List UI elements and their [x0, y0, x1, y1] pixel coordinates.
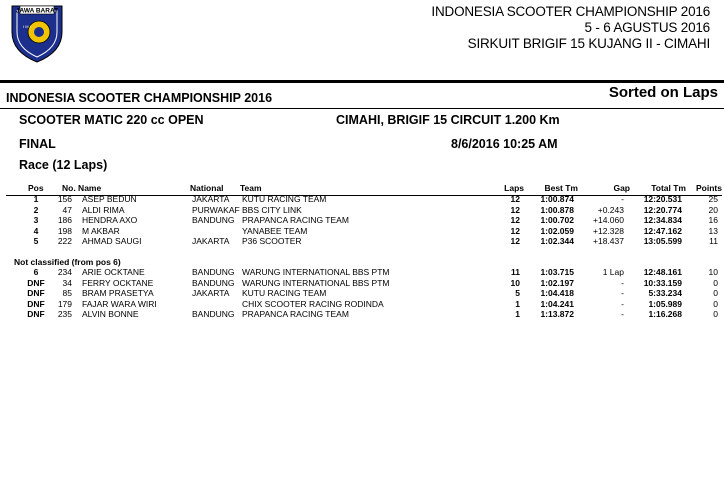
- cell-name: HENDRA AXO: [82, 215, 138, 225]
- cell-gap: -: [621, 288, 624, 298]
- result-row: [0, 215, 724, 225]
- cell-pos: DNF: [27, 277, 45, 288]
- event-venue: SIRKUIT BRIGIF 15 KUJANG II - CIMAHI: [467, 36, 710, 51]
- cell-laps: 5: [515, 288, 520, 298]
- cell-laps: 12: [510, 225, 520, 236]
- cell-best: 1:02.059: [540, 225, 574, 236]
- cell-laps: 10: [510, 277, 520, 288]
- cell-no: 234: [57, 267, 72, 277]
- result-row: [0, 267, 724, 277]
- cell-no: 179: [57, 298, 72, 309]
- col-pos: Pos: [28, 183, 44, 193]
- session-datetime: 8/6/2016 10:25 AM: [451, 137, 558, 151]
- cell-points: 16: [708, 215, 718, 225]
- cell-best: 1:04.241: [540, 298, 574, 309]
- col-national: National: [190, 183, 224, 193]
- cell-best: 1:02.197: [540, 277, 574, 288]
- col-gap: Gap: [613, 183, 630, 193]
- cell-points: 0: [713, 288, 718, 298]
- col-points: Points: [696, 183, 722, 193]
- cell-gap: -: [621, 194, 624, 204]
- cell-laps: 12: [510, 236, 520, 246]
- result-row: [0, 205, 724, 215]
- cell-national: PURWAKAF: [192, 204, 240, 215]
- cell-name: ALDI RIMA: [82, 204, 125, 215]
- cell-gap: -: [621, 309, 624, 319]
- cell-team: KUTU RACING TEAM: [242, 288, 327, 298]
- cell-pos: 2: [33, 204, 39, 215]
- col-no-name: No. Name: [62, 183, 102, 193]
- cell-total: 1:05.989: [648, 298, 682, 309]
- cell-points: 0: [713, 298, 718, 309]
- result-row: [0, 309, 724, 319]
- result-row: [0, 299, 724, 309]
- cell-laps: 12: [510, 215, 520, 225]
- cell-pos: DNF: [27, 288, 45, 298]
- cell-name: FAJAR WARA WIRI: [82, 298, 157, 309]
- cell-gap: -: [621, 277, 624, 288]
- cell-no: 47: [62, 204, 72, 215]
- cell-laps: 11: [511, 267, 520, 277]
- cell-gap: +0.243: [597, 204, 624, 215]
- cell-national: JAKARTA: [192, 194, 230, 204]
- cell-no: 34: [62, 277, 72, 288]
- cell-no: 156: [57, 194, 72, 204]
- cell-gap: +18.437: [593, 236, 624, 246]
- cell-best: 1:00.702: [540, 215, 574, 225]
- cell-points: 20: [708, 204, 718, 215]
- cell-name: ALVIN BONNE: [82, 309, 139, 319]
- cell-national: BANDUNG: [192, 277, 235, 288]
- cell-name: FERRY OCKTANE: [82, 277, 154, 288]
- cell-team: P36 SCOOTER: [242, 236, 302, 246]
- cell-total: 12:20.531: [643, 194, 682, 204]
- event-name: INDONESIA SCOOTER CHAMPIONSHIP 2016: [431, 4, 710, 19]
- col-total: Total Tm: [651, 183, 686, 193]
- result-row: [0, 226, 724, 236]
- logo-top-text: JAWA BARAT: [15, 7, 59, 15]
- cell-national: JAKARTA: [192, 288, 230, 298]
- cell-total: 1:16.268: [648, 309, 682, 319]
- cell-pos: DNF: [27, 298, 45, 309]
- col-best: Best Tm: [544, 183, 578, 193]
- cell-team: BBS CITY LINK: [242, 204, 302, 215]
- cell-pos: DNF: [27, 309, 45, 319]
- cell-points: 0: [713, 277, 718, 288]
- cell-gap: -: [621, 298, 624, 309]
- cell-total: 13:05.599: [643, 236, 682, 246]
- cell-best: 1:04.418: [540, 288, 574, 298]
- imi-logo: [6, 2, 68, 64]
- cell-laps: 12: [510, 194, 520, 204]
- cell-name: BRAM PRASETYA: [82, 288, 154, 298]
- sort-label: Sorted on Laps: [608, 84, 718, 101]
- cell-best: 1:02.344: [540, 236, 574, 246]
- cell-pos: 6: [33, 267, 39, 277]
- cell-points: 25: [708, 194, 718, 204]
- cell-national: JAKARTA: [192, 236, 230, 246]
- cell-total: 12:34.834: [643, 215, 682, 225]
- cell-points: 13: [708, 225, 718, 236]
- cell-pos: 3: [33, 215, 39, 225]
- result-row: [0, 194, 724, 204]
- cell-pos: 4: [33, 225, 39, 236]
- cell-total: 10:33.159: [643, 277, 682, 288]
- cell-laps: 1: [515, 298, 520, 309]
- cell-best: 1:00.874: [540, 194, 574, 204]
- cell-name: ARIE OCKTANE: [82, 267, 145, 277]
- cell-no: 222: [57, 236, 72, 246]
- circuit-name: CIMAHI, BRIGIF 15 CIRCUIT 1.200 Km: [336, 113, 560, 127]
- header-divider: [0, 80, 724, 83]
- cell-team: CHIX SCOOTER RACING RODINDA: [242, 298, 384, 309]
- result-row: [0, 288, 724, 298]
- cell-team: PRAPANCA RACING TEAM: [242, 309, 349, 319]
- cell-total: 12:47.162: [643, 225, 682, 236]
- cell-points: 11: [709, 236, 718, 246]
- cell-gap: +14.060: [593, 215, 624, 225]
- title-divider: [0, 108, 724, 109]
- cell-laps: 12: [510, 204, 520, 215]
- cell-name: AHMAD SAUGI: [82, 236, 142, 246]
- cell-no: 85: [62, 288, 72, 298]
- cell-best: 1:13.872: [540, 309, 574, 319]
- cell-total: 12:48.161: [643, 267, 682, 277]
- cell-team: WARUNG INTERNATIONAL BBS PTM: [242, 267, 390, 277]
- cell-name: ASEP BEDUN: [82, 194, 137, 204]
- cell-laps: 1: [515, 309, 520, 319]
- cell-national: BANDUNG: [192, 267, 235, 277]
- cell-name: M AKBAR: [82, 225, 120, 236]
- race-label: Race (12 Laps): [19, 158, 108, 172]
- cell-no: 198: [57, 225, 72, 236]
- class-name: SCOOTER MATIC 220 cc OPEN: [19, 113, 204, 127]
- report-title: INDONESIA SCOOTER CHAMPIONSHIP 2016: [6, 91, 273, 105]
- result-row: [0, 278, 724, 288]
- cell-pos: 1: [33, 194, 39, 204]
- cell-national: BANDUNG: [192, 309, 235, 319]
- cell-best: 1:00.878: [540, 204, 574, 215]
- cell-gap: +12.328: [593, 225, 624, 236]
- cell-points: 0: [713, 309, 718, 319]
- logo-left-text: I M I: [23, 24, 31, 29]
- cell-team: KUTU RACING TEAM: [242, 194, 327, 204]
- cell-gap: 1 Lap: [602, 267, 624, 277]
- session-name: FINAL: [19, 137, 56, 151]
- cell-national: BANDUNG: [192, 215, 235, 225]
- cell-team: WARUNG INTERNATIONAL BBS PTM: [242, 277, 390, 288]
- cell-total: 5:33.234: [648, 288, 682, 298]
- not-classified-label: Not classified (from pos 6): [14, 257, 121, 267]
- col-laps: Laps: [504, 183, 524, 193]
- col-team: Team: [240, 183, 262, 193]
- event-date: 5 - 6 AGUSTUS 2016: [584, 20, 710, 35]
- cell-team: PRAPANCA RACING TEAM: [242, 215, 349, 225]
- cell-best: 1:03.715: [540, 267, 574, 277]
- cell-no: 235: [57, 309, 72, 319]
- cell-total: 12:20.774: [643, 204, 682, 215]
- event-header: [431, 4, 710, 52]
- cell-team: YANABEE TEAM: [242, 225, 308, 236]
- cell-points: 10: [708, 267, 718, 277]
- cell-no: 186: [57, 215, 72, 225]
- cell-pos: 5: [33, 236, 39, 246]
- result-row: [0, 236, 724, 246]
